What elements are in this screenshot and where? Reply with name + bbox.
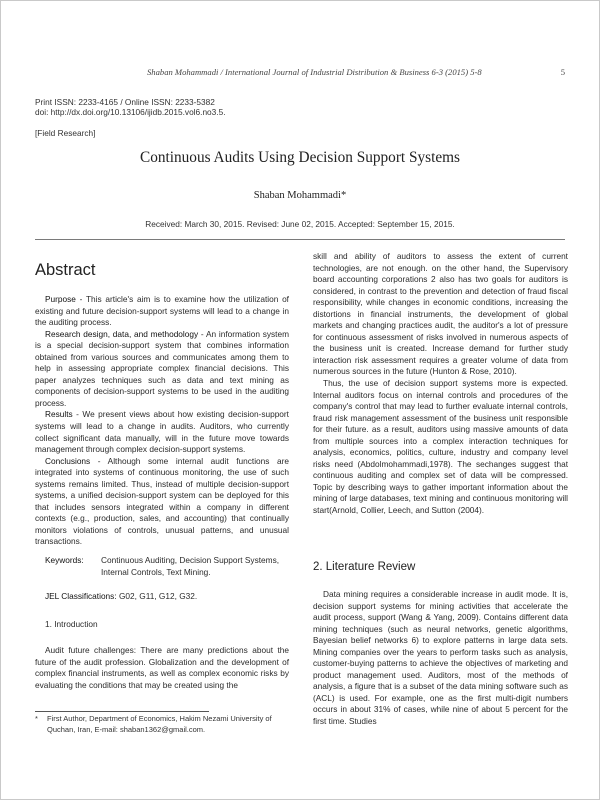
jel-label: JEL Classifications: bbox=[45, 591, 117, 602]
left-column bbox=[35, 294, 289, 691]
right-paragraph-2: Thus, the use of decision support systems more is expected. Internal auditors focus on internal controls and procedures of the company's control that may lead to further evaluate internal controls, fraud risk management assessment of the business unit responsible for their future. as a result, auditors using massive amounts of data from multiple sources into a complex interaction techniques for analysis, economics, politics, culture, industry and company level risks need (Abdolmohammadi,1978). The sechanges suggest that continuous auditing and complex set of data will be compressed. Topic by describing ways to gather important information about the mining of large databases, text mining and continuous monitoring will start(Arnold, Collier, Leech, and Sutton (2004). bbox=[313, 378, 568, 516]
purpose-label: Purpose bbox=[45, 294, 76, 304]
abstract-conclusions bbox=[35, 456, 289, 548]
purpose-text: - This article's aim is to examine how the utilization of existing and future decision-support systems will lead to a change in the auditing process. bbox=[35, 294, 289, 328]
results-label: Results bbox=[45, 409, 73, 420]
results-text: - We present views about how existing decision-support systems will lead to a change in audits. Auditors, who currently collect significant data manually, will in the future move towards management through complex decision-support systems. bbox=[35, 409, 289, 455]
conclusions-label: Conclusions bbox=[45, 455, 91, 466]
literature-paragraph: Data mining requires a considerable increase in audit mode. It is, decision support systems for mining activities that accelerate the audit process, support (Wang & Yang, 2009). Contains different data mining techniques (such as neural networks, genetic algorithms, Bayesian belief networks 6) to explore patterns in large data sets. Mining companies over the years to perform tasks such as analysis, customer-buying patterns to achieve the objectives of marketing and product management used. Auditors, most of the methods of analysis, a figure that is a subset of the data mining software such as (ACL) is used. For example, one as the first multi-digit numbers occurs in about 31% of cases, while nine of about 5 percent for the first time. Studies bbox=[313, 589, 568, 727]
right-column bbox=[313, 251, 568, 517]
design-text: - An information system is a special decision-support system that combines information obtained from various sources and communicates among them to help in assessing appropriate complex financial decisions. This paper analyzes techniques such as data and text mining as components of decision-support systems to be used in the auditing process. bbox=[35, 328, 289, 408]
design-label: Research design, data, and methodology bbox=[45, 328, 199, 339]
running-citation: Shaban Mohammadi / International Journal of Industrial Distribution & Business 6-3 (2015) 5-8 bbox=[147, 67, 482, 77]
keywords bbox=[35, 555, 289, 578]
footnote-line-1: First Author, Department of Economics, Hakim Nezami University of bbox=[47, 714, 272, 723]
paper-title: Continuous Audits Using Decision Support Systems bbox=[140, 149, 460, 166]
abstract-purpose bbox=[35, 294, 289, 329]
keywords-text: Continuous Auditing, Decision Support Systems, Internal Controls, Text Mining. bbox=[101, 555, 280, 577]
literature-review-body bbox=[313, 589, 568, 728]
jel-text: G02, G11, G12, G32. bbox=[116, 591, 198, 602]
doi-line: doi: http://dx.doi.org/10.13106/ijidb.2015.vol6.no3.5. bbox=[35, 107, 226, 117]
conclusions-text: - Although some internal audit functions are integrated into systems of continuous monitoring, the use of such systems remains limited. Thus, instead of multiple decision-support systems, a unified decision-support system can be deployed for this that includes sensors integrated within a company in different contexts (e.g., production, sales, and accounting) that continually monitors violations of controls, unusual patterns, and unusual transactions. bbox=[35, 455, 289, 547]
author-line: Shaban Mohammadi* bbox=[253, 190, 347, 201]
footnote bbox=[35, 714, 289, 735]
issn-block bbox=[35, 97, 226, 117]
abstract-heading: Abstract bbox=[35, 261, 96, 279]
footnote-marker: * bbox=[35, 714, 38, 723]
literature-review-heading: 2. Literature Review bbox=[313, 561, 416, 573]
keywords-label: Keywords: bbox=[45, 555, 84, 566]
article-type-tag: [Field Research] bbox=[35, 128, 96, 138]
footnote-line-2: Quchan, Iran, E-mail: shaban1362@gmail.com. bbox=[47, 724, 206, 734]
intro-heading: 1. Introduction bbox=[45, 618, 98, 629]
abstract-results bbox=[35, 409, 289, 455]
right-paragraph-1: skill and ability of auditors to assess the extent of current technologies, are not enough. on the other hand, the Supervisory board accounting corporations 2 also has two goals for auditors is considered, in contrast to the prevention and detection of fraud fiscal responsibility, while changes in economic conditions, increasing the distortions in financial instruments, the development of global markets and changing practices audit, the auditor's a lot of pressure for continuous assessment of risks involved in numerous aspects of the business unit is created. Increase demand for further study interaction risk assessment requires a greater volume of data from numerous sources in the future (Hunton & Rose, 2010). bbox=[313, 251, 568, 377]
page-number: 5 bbox=[560, 67, 565, 77]
abstract-design bbox=[35, 329, 289, 410]
received-dates: Received: March 30, 2015. Revised: June 02, 2015. Accepted: September 15, 2015. bbox=[145, 219, 455, 229]
footnote-divider bbox=[35, 711, 209, 712]
header-divider bbox=[35, 239, 565, 240]
issn-line: Print ISSN: 2233-4165 / Online ISSN: 2233-5382 bbox=[35, 97, 215, 107]
intro-paragraph: Audit future challenges: There are many predictions about the future of the audit profession. Globalization and the development of complex financial instruments, as well as complex economic risks by evaluating the conditions that may be created using the bbox=[35, 645, 289, 690]
jel-classifications bbox=[35, 591, 289, 603]
